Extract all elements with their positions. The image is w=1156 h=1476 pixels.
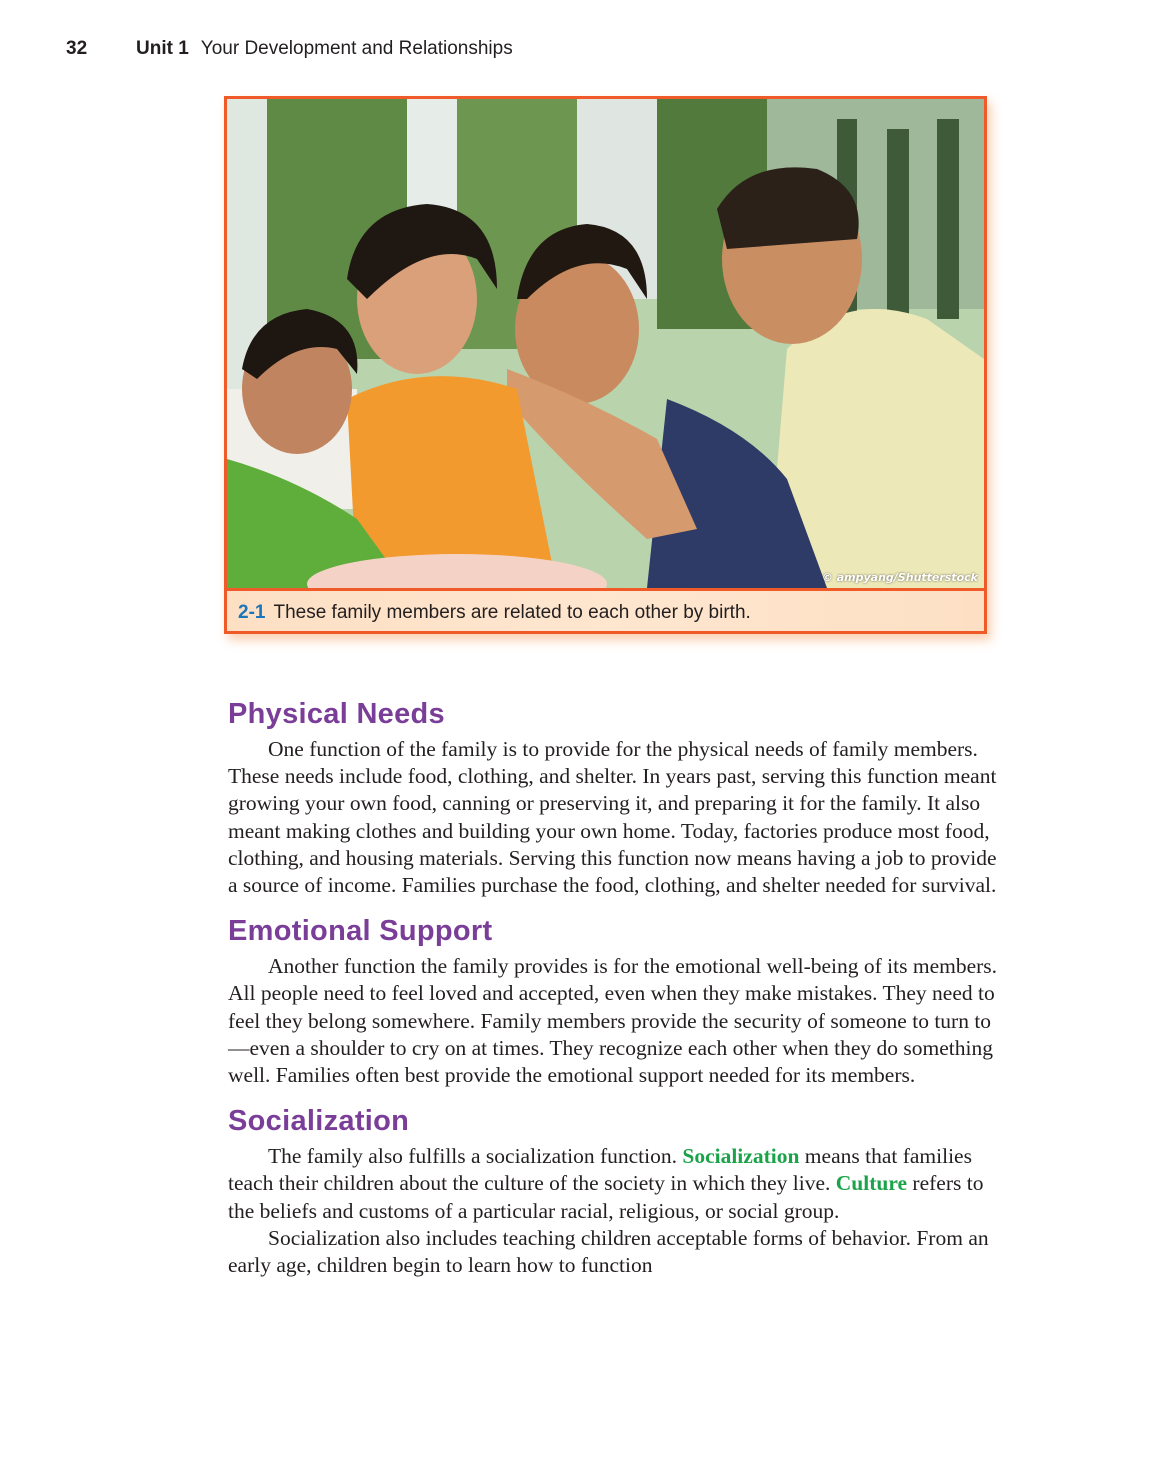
body-content — [228, 692, 998, 1289]
family-photo-illustration — [227, 99, 984, 588]
paragraph-text: The family also fulfills a socialization function. — [268, 1144, 683, 1169]
section-physical-needs — [228, 692, 998, 899]
paragraph: Another function the family provides is for the emotional well-being of its members. All people need to feel loved and accepted, even when they make mistakes. They need to feel they belong somewhere. Family members provide the security of someone to turn to—even a shoulder to cry on at times. They recognize each other when they do something well. Families often best provide the emotional support needed for its members. — [228, 954, 998, 1088]
paragraph-text: refers to the beliefs and customs of a particular racial, religious, or social group. — [228, 1171, 984, 1223]
figure-2-1 — [224, 96, 987, 634]
key-term-socialization: Socialization — [682, 1144, 800, 1169]
family-photo — [227, 99, 984, 588]
section-socialization — [228, 1099, 998, 1279]
unit-label: Unit 1 — [136, 38, 189, 59]
paragraph: Socialization also includes teaching children acceptable forms of behavior. From an early age, children begin to learn how to function — [228, 1225, 989, 1278]
figure-caption — [227, 588, 984, 631]
section-heading: Socialization — [228, 1105, 410, 1138]
section-heading: Emotional Support — [228, 915, 493, 948]
paragraph: One function of the family is to provide for the physical needs of family members. These needs include food, clothing, and shelter. In years past, serving this function meant growing your own food, canning or preserving it, and preparing it for the family. It also meant making clothes and building your own home. Today, factories produce most food, clothing, and housing materials. Serving this function now means having a job to provide a source of income. Families purchase the food, clothing, and shelter needed for survival. — [228, 737, 997, 898]
key-term-culture: Culture — [835, 1171, 908, 1196]
page-number: 32 — [66, 38, 88, 59]
unit-title: Your Development and Relationships — [200, 38, 513, 59]
paragraph-text: means that families teach their children about the culture of the society in which they live. — [228, 1144, 972, 1196]
paragraph — [228, 1143, 998, 1225]
section-emotional-support — [228, 909, 998, 1089]
running-head — [66, 38, 513, 60]
figure-number: 2-1 — [238, 602, 266, 623]
photo-credit: © ampyang/Shutterstock — [821, 571, 978, 584]
figure-caption-text: These family members are related to each other by birth. — [273, 602, 751, 623]
section-heading: Physical Needs — [228, 698, 445, 730]
